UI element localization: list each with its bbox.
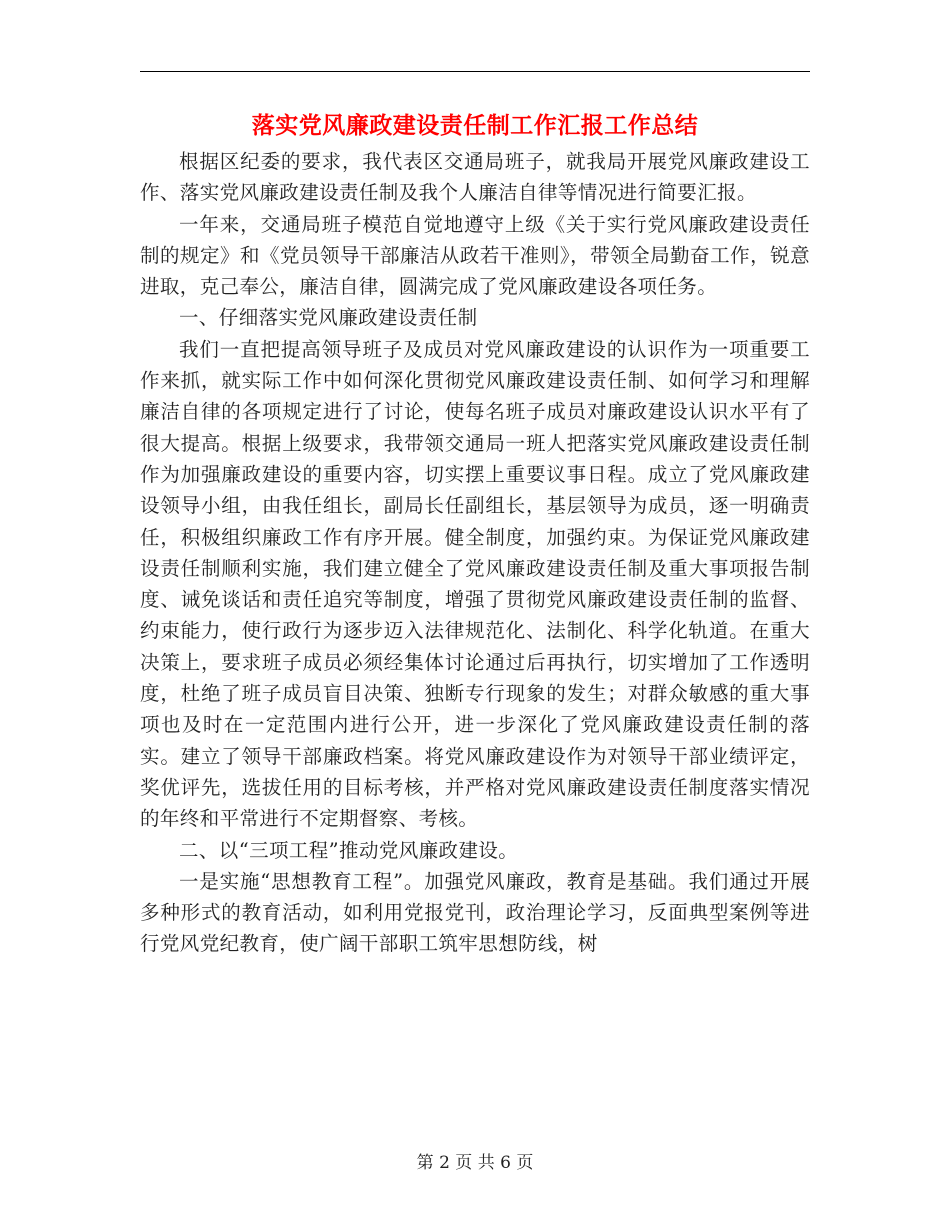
document-body [140, 146, 810, 960]
section-heading-1: 一、仔细落实党风廉政建设责任制 [179, 306, 478, 330]
header-rule [140, 71, 810, 72]
section-heading-2: 二、以“三项工程”推动党风廉政建设。 [179, 838, 519, 862]
paragraph-section-2: 一是实施“思想教育工程”。加强党风廉政，教育是基础。我们通过开展多种形式的教育活动，如利用党报党刊，政治理论学习，反面典型案例等进行党风党纪教育，使广阔干部职工筑牢思想防线，树 [140, 869, 810, 956]
page-number: 第 2 页 共 6 页 [416, 1153, 534, 1173]
paragraph-section-1: 我们一直把提高领导班子及成员对党风廉政建设的认识作为一项重要工作来抓，就实际工作中如何深化贯彻党风廉政建设责任制、如何学习和理解廉洁自律的各项规定进行了讨论，使每名班子成员对廉政建设认识水平有了很大提高。根据上级要求，我带领交通局一班人把落实党风廉政建设责任制作为加强廉政建设的重要内容，切实摆上重要议事日程。成立了党风廉政建设领导小组，由我任组长，副局长任副组长，基层领导为成员，逐一明确责任，积极组织廉政工作有序开展。健全制度，加强约束。为保证党风廉政建设责任制顺利实施，我们建立健全了党风廉政建设责任制及重大事项报告制度、诫免谈话和责任追究等制度，增强了贯彻党风廉政建设责任制的监督、约束能力，使行政行为逐步迈入法律规范化、法制化、科学化轨道。在重大决策上，要求班子成员必须经集体讨论通过后再执行，切实增加了工作透明度，杜绝了班子成员盲目决策、独断专行现象的发生；对群众敏感的重大事项也及时在一定范围内进行公开，进一步深化了党风廉政建设责任制的落实。建立了领导干部廉政档案。将党风廉政建设作为对领导干部业绩评定，奖优评先，选拔任用的目标考核，并严格对党风廉政建设责任制度落实情况的年终和平常进行不定期督察、考核。 [140, 337, 810, 831]
document-title: 落实党风廉政建设责任制工作汇报工作总结 [251, 112, 699, 139]
paragraph-overview: 一年来，交通局班子模范自觉地遵守上级《关于实行党风廉政建设责任制的规定》和《党员领导干部廉洁从政若干准则》，带领全局勤奋工作，锐意进取，克己奉公，廉洁自律，圆满完成了党风廉政建设各项任务。 [140, 212, 810, 299]
paragraph-intro: 根据区纪委的要求，我代表区交通局班子，就我局开展党风廉政建设工作、落实党风廉政建设责任制及我个人廉洁自律等情况进行简要汇报。 [140, 150, 810, 205]
